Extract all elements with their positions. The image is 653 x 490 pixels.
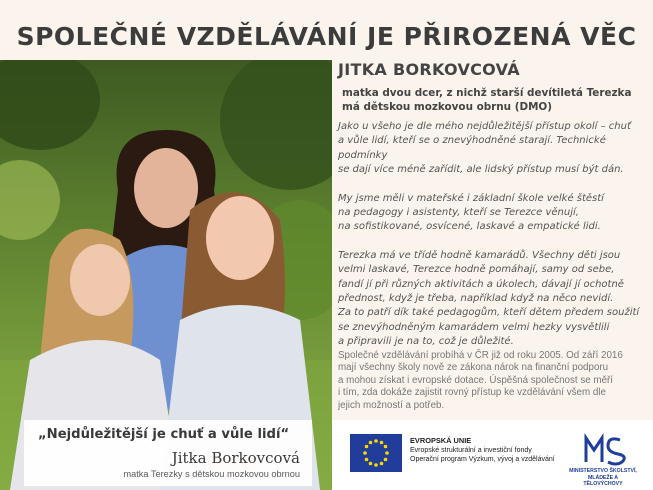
testimonial-paragraph xyxy=(338,120,646,178)
info-line: Společné vzdělávání probíhá v ČR již od roku 2005. Od září 2016 xyxy=(338,350,623,361)
person-role xyxy=(342,86,646,114)
eu-flag-icon xyxy=(350,434,402,472)
role-line: má dětskou mozkovou obrnu (DMO) xyxy=(342,101,552,113)
info-line: i tím, zda dokáže zajistit rovný přístup ke vzdělávání všem dle xyxy=(338,387,606,399)
info-line: mají všechny školy nově ze zákona nárok na finanční podporu xyxy=(338,362,609,374)
badge-name: Jitka Borkovcová xyxy=(171,449,300,467)
ministry-line: MLÁDEŽE A TĚLOVÝCHOVY xyxy=(583,474,623,487)
testimonial-paragraph xyxy=(338,192,646,235)
ministry-line: MINISTERSTVO ŠKOLSTVÍ, xyxy=(569,468,637,474)
info-line: a mohou získat i evropské dotace. Úspěšná společnost se měří xyxy=(338,374,613,386)
text-line: My jsme měli v mateřské i základní škole velké štěstí xyxy=(338,192,604,204)
text-line: Terezka má ve třídě hodně kamarádů. Všechny děti jsou xyxy=(338,249,621,261)
text-line: na pedagogy i asistenty, kteří se Terezce věnují, xyxy=(338,207,579,219)
eu-line: Evropské strukturální a investiční fondy xyxy=(410,446,532,454)
text-line: přednost, když je třeba, například když na něco nevidí. xyxy=(338,293,614,305)
testimonial-paragraph xyxy=(338,249,646,350)
eu-stars xyxy=(350,434,402,472)
badge-subtitle: matka Terezky s dětskou mozkovou obrnou xyxy=(123,469,300,479)
text-line: a připravili je na to, což je důležité. xyxy=(338,336,514,348)
page-title: SPOLEČNÉ VZDĚLÁVÁNÍ JE PŘIROZENÁ VĚC xyxy=(16,22,637,51)
eu-line: Operační program Výzkum, vývoj a vzdělávání xyxy=(410,456,555,463)
testimonial-column xyxy=(338,60,646,364)
eu-title: EVROPSKÁ UNIE xyxy=(410,436,472,445)
badge-quote: „Nejdůležitější je chuť a vůle lidí“ xyxy=(38,427,290,442)
msmt-mark xyxy=(568,432,638,468)
text-line: Jako u všeho je dle mého nejdůležitější přístup okolí – chuť xyxy=(338,121,631,132)
msmt-logo-icon xyxy=(568,432,638,487)
text-line: na sofistikované, osvícené, laskavé a empatické lidi. xyxy=(338,221,601,233)
info-line: jejich možností a potřeb. xyxy=(338,399,445,411)
role-line: matka dvou dcer, z nichž starší devítiletá Terezka xyxy=(342,87,632,99)
info-text xyxy=(338,350,638,412)
text-line: a vůle lidí, kteří se o znevýhodněné starají. Technické podmínky xyxy=(338,135,606,161)
person-name: JITKA BORKOVCOVÁ xyxy=(338,60,520,79)
text-line: Za to patří dík také pedagogům, kteří dětem předem soužití xyxy=(338,307,640,319)
text-line: se dají více méně zařídit, ale lidský přístup musí být dán. xyxy=(338,164,624,176)
testimonial-text xyxy=(338,120,646,350)
text-line: velmi laskavé, Terezce hodně pomáhají, samy od sebe, xyxy=(338,264,615,276)
ministry-label xyxy=(568,468,638,488)
text-line: fandí jí při různých aktivitách a úkolech, dávají jí ochotně xyxy=(338,278,624,290)
footer-logos xyxy=(332,420,653,490)
text-line: se znevýhodněným kamarádem velmi hezky vysvětlili xyxy=(338,321,610,333)
quote-badge xyxy=(24,420,312,486)
eu-program-text xyxy=(410,436,555,465)
